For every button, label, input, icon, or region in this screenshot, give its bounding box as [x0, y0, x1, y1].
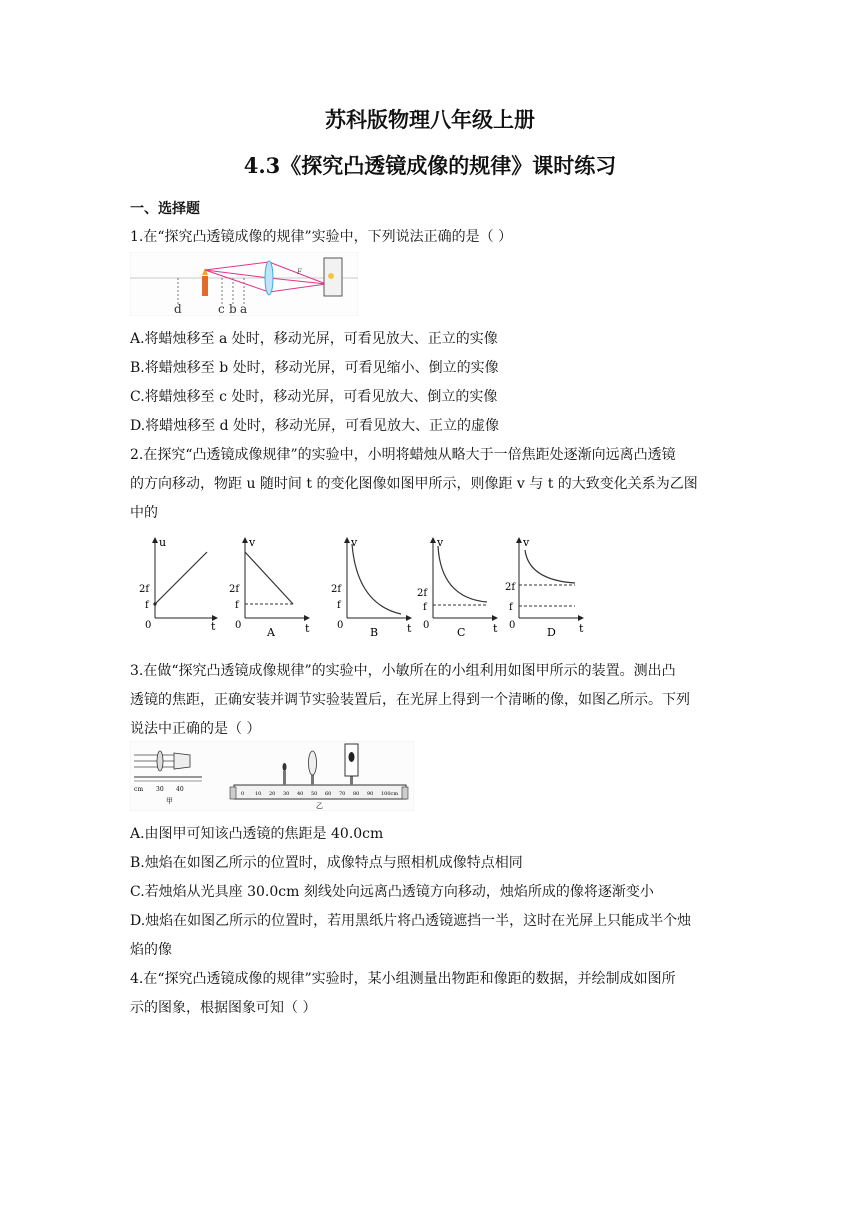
- svg-text:10: 10: [255, 791, 262, 797]
- svg-text:0: 0: [509, 620, 516, 631]
- svg-text:v: v: [437, 536, 444, 549]
- svg-text:2f: 2f: [139, 584, 150, 595]
- q1-option-d: D.将蜡烛移至 d 处时，移动光屏，可看见放大、正立的虚像: [130, 418, 500, 434]
- svg-text:cm: cm: [134, 786, 144, 793]
- svg-text:f: f: [423, 602, 427, 613]
- graph-option-d: [505, 536, 584, 639]
- svg-text:f: f: [509, 602, 513, 613]
- q1-option-c: C.将蜡烛移至 c 处时，移动光屏，可看见放大、倒立的实像: [130, 389, 498, 405]
- lens-icon: [157, 751, 163, 771]
- q4-line-2: 示的图象，根据图象可知（ ）: [130, 1000, 317, 1016]
- svg-text:甲: 甲: [166, 797, 173, 805]
- svg-text:20: 20: [269, 791, 276, 797]
- svg-text:乙: 乙: [316, 802, 323, 810]
- svg-text:40: 40: [297, 791, 304, 797]
- focus-label: F: [297, 268, 302, 276]
- q3-option-c: C.若烛焰从光具座 30.0cm 刻线处向远离凸透镜方向移动，烛焰所成的像将逐渐变小: [130, 884, 654, 900]
- q2-line-1: 2.在探究“凸透镜成像规律”的实验中，小明将蜡烛从略大于一倍焦距处逐渐向远离凸透镜: [130, 447, 676, 463]
- graph-option-c: [417, 536, 498, 639]
- caption-d: D: [547, 626, 556, 639]
- svg-text:80: 80: [353, 791, 360, 797]
- svg-text:30: 30: [156, 786, 164, 793]
- caption-c: C: [457, 626, 466, 639]
- q3-line-1: 3.在做“探究凸透镜成像规律”的实验中，小敏所在的小组利用如图甲所示的装置。测出凸: [130, 663, 676, 679]
- svg-text:2f: 2f: [331, 584, 342, 595]
- q3-line-2: 透镜的焦距，正确安装并调节实验装置后，在光屏上得到一个清晰的像，如图乙所示。下列: [130, 692, 690, 708]
- q3-option-d: D.烛焰在如图乙所示的位置时，若用黑纸片将凸透镜遮挡一半，这时在光屏上只能成半个烛: [130, 913, 692, 929]
- svg-text:2f: 2f: [229, 584, 240, 595]
- svg-text:t: t: [579, 622, 584, 635]
- point-c-label: c: [218, 302, 225, 316]
- svg-text:2f: 2f: [505, 582, 516, 593]
- lesson-title: 4.3《探究凸透镜成像的规律》课时练习: [243, 153, 617, 178]
- svg-text:2f: 2f: [417, 588, 428, 599]
- svg-text:0: 0: [145, 620, 152, 631]
- q1-stem: 1.在“探究凸透镜成像的规律”实验中，下列说法正确的是（ ）: [130, 229, 513, 245]
- svg-text:t: t: [493, 622, 498, 635]
- svg-text:f: f: [235, 600, 239, 611]
- svg-text:v: v: [523, 536, 530, 549]
- q2-line-3: 中的: [130, 505, 158, 521]
- svg-text:0: 0: [235, 620, 242, 631]
- q1-option-a: A.将蜡烛移至 a 处时，移动光屏，可看见放大、正立的实像: [130, 331, 498, 347]
- graph-option-a: [229, 536, 310, 639]
- q3-line-3: 说法中正确的是（ ）: [130, 721, 261, 737]
- lens-icon: [309, 751, 317, 775]
- svg-text:0: 0: [423, 620, 430, 631]
- q4-line-1: 4.在“探究凸透镜成像的规律”实验时，某小组测量出物距和像距的数据，并绘制成如图所: [130, 971, 676, 987]
- graph-option-b: [331, 536, 412, 639]
- candle-icon: [283, 771, 286, 785]
- q1-option-b: B.将蜡烛移至 b 处时，移动光屏，可看见缩小、倒立的实像: [130, 360, 499, 376]
- svg-text:t: t: [305, 622, 310, 635]
- q3-bench-figure: [130, 741, 414, 811]
- worksheet-title: 苏科版物理八年级上册: [325, 107, 535, 132]
- svg-text:70: 70: [339, 791, 346, 797]
- svg-text:50: 50: [311, 791, 318, 797]
- q2-graphs-figure: [135, 532, 595, 642]
- candle-icon: [202, 276, 208, 296]
- svg-text:90: 90: [367, 791, 374, 797]
- svg-text:0: 0: [241, 791, 245, 797]
- axis-u: u: [159, 536, 167, 549]
- svg-text:0: 0: [337, 620, 344, 631]
- axis-t: t: [211, 620, 216, 633]
- svg-text:f: f: [337, 600, 341, 611]
- svg-text:v: v: [249, 536, 256, 549]
- section-heading: 一、选择题: [130, 201, 200, 217]
- caption-a: A: [267, 626, 275, 639]
- convex-lens-icon: [265, 261, 273, 295]
- q2-line-2: 的方向移动，物距 u 随时间 t 的变化图像如图甲所示，则像距 v 与 t 的大致变化关系为乙图: [130, 476, 698, 492]
- caption-b: B: [370, 626, 379, 639]
- svg-text:v: v: [351, 536, 358, 549]
- point-d-label: d: [174, 302, 182, 316]
- q3-option-d-cont: 焰的像: [130, 942, 172, 958]
- svg-text:30: 30: [283, 791, 290, 797]
- svg-text:f: f: [145, 600, 149, 611]
- svg-text:100cm: 100cm: [381, 791, 399, 797]
- svg-text:60: 60: [325, 791, 332, 797]
- svg-text:t: t: [407, 622, 412, 635]
- point-a-label: a: [240, 302, 248, 316]
- q1-lens-figure: [130, 252, 358, 316]
- point-b-label: b: [229, 302, 237, 316]
- q3-option-b: B.烛焰在如图乙所示的位置时，成像特点与照相机成像特点相同: [130, 855, 523, 871]
- q3-option-a: A.由图甲可知该凸透镜的焦距是 40.0cm: [130, 826, 384, 842]
- graph-jia: [139, 536, 216, 633]
- svg-text:40: 40: [176, 786, 184, 793]
